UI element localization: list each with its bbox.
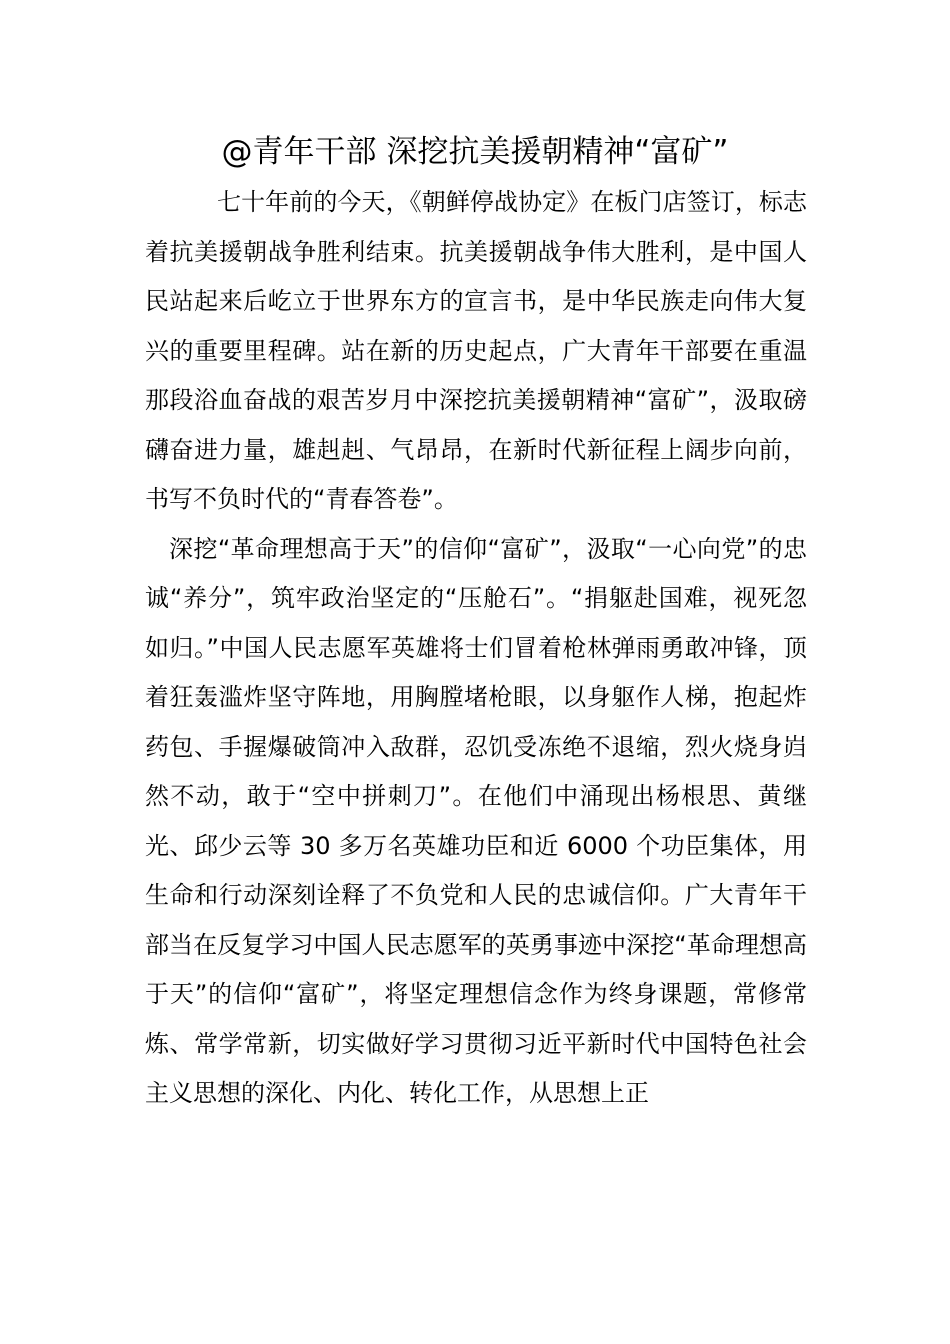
article-body <box>145 178 807 1119</box>
page-title: @青年干部 深挖抗美援朝精神“富矿” <box>221 134 729 170</box>
paragraph-faith: 深挖“革命理想高于天”的信仰“富矿”，汲取“一心向党”的忠诚“养分”，筑牢政治坚定的“压舱石”。“捐躯赴国难，视死忽如归。”中国人民志愿军英雄将士们冒着枪林弹雨勇敢冲锋，顶着狂轰滥炸坚守阵地，用胸膛堵枪眼，以身躯作人梯，抱起炸药包、手握爆破筒冲入敌群，忍饥受冻绝不退缩，烈火烧身岿然不动，敢于“空中拼刺刀”。在他们中涌现出杨根思、黄继光、邱少云等 30 多万名英雄功臣和近 6000 个功臣集体，用生命和行动深刻诠释了不负党和人民的忠诚信仰。广大青年干部当在反复学习中国人民志愿军的英勇事迹中深挖“革命理想高于天”的信仰“富矿”，将坚定理想信念作为终身课题，常修常炼、常学常新，切实做好学习贯彻习近平新时代中国特色社会主义思想的深化、内化、转化工作，从思想上正 <box>145 534 807 1107</box>
paragraph-intro: 七十年前的今天，《朝鲜停战协定》在板门店签订，标志着抗美援朝战争胜利结束。抗美援朝战争伟大胜利，是中国人民站起来后屹立于世界东方的宣言书，是中华民族走向伟大复兴的重要里程碑。站在新的历史起点，广大青年干部要在重温那段浴血奋战的艰苦岁月中深挖抗美援朝精神“富矿”，汲取磅礴奋进力量，雄赳赳、气昂昂，在新时代新征程上阔步向前，书写不负时代的“青春答卷”。 <box>145 188 807 513</box>
